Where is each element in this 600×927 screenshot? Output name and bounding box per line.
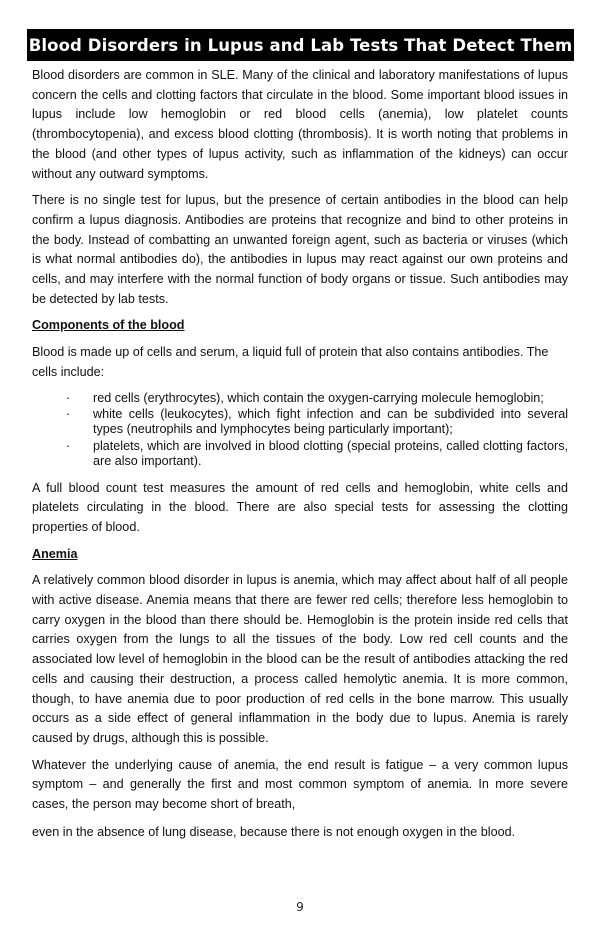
list-item bbox=[32, 407, 568, 437]
document-body bbox=[32, 66, 568, 849]
page-title: Blood Disorders in Lupus and Lab Tests That Detect Them bbox=[28, 35, 573, 55]
intro-paragraph-2: There is no single test for lupus, but the presence of certain antibodies in the blood can help confirm a lupus diagnosis. Antibodies are proteins that recognize and bind to other proteins in the body. Instead of combatting an unwanted foreign agent, such as bacteria or viruses (which is what normal antibodies do), the antibodies in lupus may react against our own proteins and cells, and may interfere with the normal function of body organs or tissue. Such antibodies may be detected by lab tests. bbox=[32, 193, 568, 306]
bullet-icon: · bbox=[66, 438, 71, 453]
section-heading-anemia: Anemia bbox=[32, 546, 78, 561]
list-item-text: platelets, which are involved in blood clotting (special proteins, called clotting factors, are also important). bbox=[93, 438, 568, 468]
components-paragraph-1: Blood is made up of cells and serum, a liquid full of protein that also contains antibodies. The cells include: bbox=[32, 345, 549, 379]
list-item bbox=[32, 391, 568, 406]
section-heading-components: Components of the blood bbox=[32, 318, 185, 333]
anemia-paragraph-2: Whatever the underlying cause of anemia, the end result is fatigue – a very common lupus symptom – and generally the first and most common symptom of anemia. In more severe cases, the person may become short of breath, bbox=[32, 757, 568, 812]
list-item bbox=[32, 439, 568, 469]
page-title-banner bbox=[27, 29, 574, 61]
page-number: 9 bbox=[296, 900, 304, 914]
list-item-text: red cells (erythrocytes), which contain the oxygen-carrying molecule hemoglobin; bbox=[93, 390, 544, 405]
bullet-icon: · bbox=[66, 390, 71, 405]
list-item-text: white cells (leukocytes), which fight infection and can be subdivided into several types (neutrophils and lymphocytes being particularly important); bbox=[93, 407, 568, 437]
intro-paragraph-1: Blood disorders are common in SLE. Many of the clinical and laboratory manifestations of lupus concern the cells and clotting factors that circulate in the blood. Some important blood issues in lupus include low hemoglobin or red blood cells (anemia), low platelet counts (thrombocytopenia), and excess blood clotting (thrombosis). It is worth noting that problems in the blood (and other types of lupus activity, such as inflammation of the kidneys) can occur without any outward symptoms. bbox=[32, 68, 568, 181]
anemia-paragraph-3: even in the absence of lung disease, because there is not enough oxygen in the blood. bbox=[32, 824, 516, 839]
anemia-paragraph-1: A relatively common blood disorder in lupus is anemia, which may affect about half of all people with active disease. Anemia means that there are fewer red cells; therefore less hemoglobin to carry oxygen in the blood than there should be. Hemoglobin is the protein inside red cells that carries oxygen from the lungs to all the tissues of the body. Low red cell counts and the associated low level of hemoglobin in the blood can be the result of antibodies attacking the red cells and causing their destruction, a process called hemolytic anemia. It is more common, though, to have anemia due to poor production of red cells in the bone marrow. This usually occurs as a side effect of general inflammation in the body due to lupus. Anemia is rarely caused by drugs, although this is possible. bbox=[32, 573, 568, 745]
blood-cells-list bbox=[32, 391, 568, 469]
bullet-icon: · bbox=[66, 407, 71, 422]
components-paragraph-2: A full blood count test measures the amount of red cells and hemoglobin, white cells and platelets circulating in the blood. There are also special tests for assessing the clotting properties of blood. bbox=[32, 480, 568, 534]
